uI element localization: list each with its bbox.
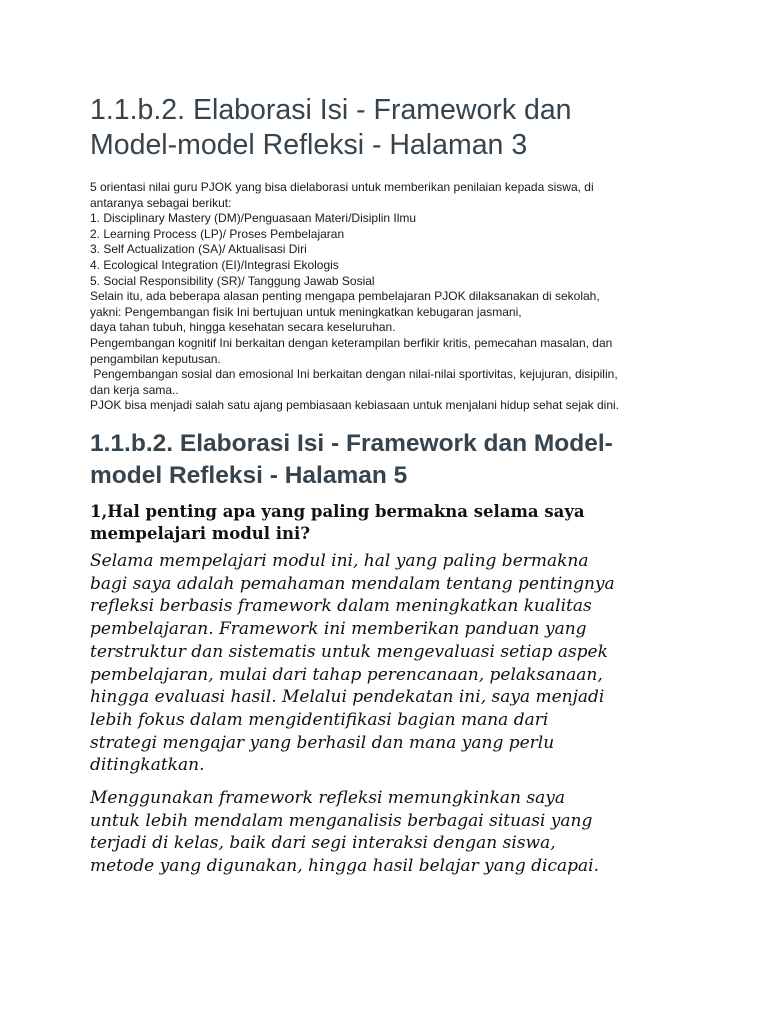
answer-line: untuk lebih mendalam menganalisis berbagai situasi yang	[90, 810, 593, 831]
answer-line: terjadi di kelas, baik dari segi interaksi dengan siswa,	[90, 833, 556, 854]
answer-line: lebih fokus dalam mengidentifikasi bagian mana dari	[90, 709, 549, 730]
text-line: Pengembangan kognitif Ini berkaitan dengan keterampilan berfikir kritis, pemecahan masalan, dan	[90, 335, 613, 350]
title-line: 1.1.b.2. Elaborasi Isi - Framework dan	[90, 94, 572, 126]
text-line: antaranya sebagai berikut:	[90, 195, 232, 210]
text-line: yakni: Pengembangan fisik Ini bertujuan untuk meningkatkan kebugaran jasmani,	[90, 304, 522, 319]
text-line: Selain itu, ada beberapa alasan penting mengapa pembelajaran PJOK dilaksanakan di sekolah,	[90, 289, 600, 304]
text-line: pengambilan keputusan.	[90, 351, 221, 366]
orientasi-text-block	[90, 180, 690, 414]
list-item: 2. Learning Process (LP)/ Proses Pembelajaran	[90, 226, 345, 241]
answer-line: strategi mengajar yang berhasil dan mana yang perlu	[90, 732, 555, 753]
text-line: daya tahan tubuh, hingga kesehatan secara keseluruhan.	[90, 320, 396, 335]
text-line: 5 orientasi nilai guru PJOK yang bisa dielaborasi untuk memberikan penilaian kepada siswa, di	[90, 180, 594, 194]
answer-line: pembelajaran, mulai dari tahap perencanaan, pelaksanaan,	[90, 664, 603, 685]
list-item: 3. Self Actualization (SA)/ Aktualisasi Diri	[90, 242, 307, 257]
answer-line: Selama mempelajari modul ini, hal yang paling bermakna	[90, 551, 589, 571]
title-line: Model-model Refleksi - Halaman 3	[90, 129, 528, 161]
answer-paragraph-2	[90, 787, 690, 878]
answer-line: metode yang digunakan, hingga hasil belajar yang dicapai.	[90, 856, 599, 877]
question-line: 1,Hal penting apa yang paling bermakna selama saya	[90, 502, 585, 521]
answer-paragraph-1	[90, 550, 690, 777]
list-item: 1. Disciplinary Mastery (DM)/Penguasaan Materi/Disiplin Ilmu	[90, 211, 417, 226]
text-line: dan kerja sama..	[90, 382, 179, 397]
answer-line: pembelajaran. Framework ini memberikan panduan yang	[90, 619, 587, 640]
title-line: 1.1.b.2. Elaborasi Isi - Framework dan Model-	[90, 430, 613, 457]
answer-line: bagi saya adalah pemahaman mendalam tentang pentingnya	[90, 573, 615, 594]
answer-line: refleksi berbasis framework dalam meningkatkan kualitas	[90, 596, 592, 617]
question-line: mempelajari modul ini?	[90, 524, 310, 543]
text-line: PJOK bisa menjadi salah satu ajang pembiasaan kebiasaan untuk menjalani hidup sehat sejak dini.	[90, 398, 620, 413]
title-line: model Refleksi - Halaman 5	[90, 462, 408, 489]
question-heading	[90, 501, 690, 545]
list-item: 5. Social Responsibility (SR)/ Tanggung Jawab Sosial	[90, 273, 375, 288]
answer-line: terstruktur dan sistematis untuk mengevaluasi setiap aspek	[90, 641, 608, 662]
page-title-halaman-3	[90, 93, 690, 163]
answer-line: ditingkatkan.	[90, 755, 205, 776]
list-item: 4. Ecological Integration (EI)/Integrasi Ekologis	[90, 257, 339, 272]
answer-line: hingga evaluasi hasil. Melalui pendekatan ini, saya menjadi	[90, 687, 605, 708]
text-line: Pengembangan sosial dan emosional Ini berkaitan dengan nilai-nilai sportivitas, kejujuran, disipilin,	[90, 367, 618, 382]
answer-line: Menggunakan framework refleksi memungkinkan saya	[90, 788, 565, 808]
section-title-halaman-5	[90, 428, 690, 492]
